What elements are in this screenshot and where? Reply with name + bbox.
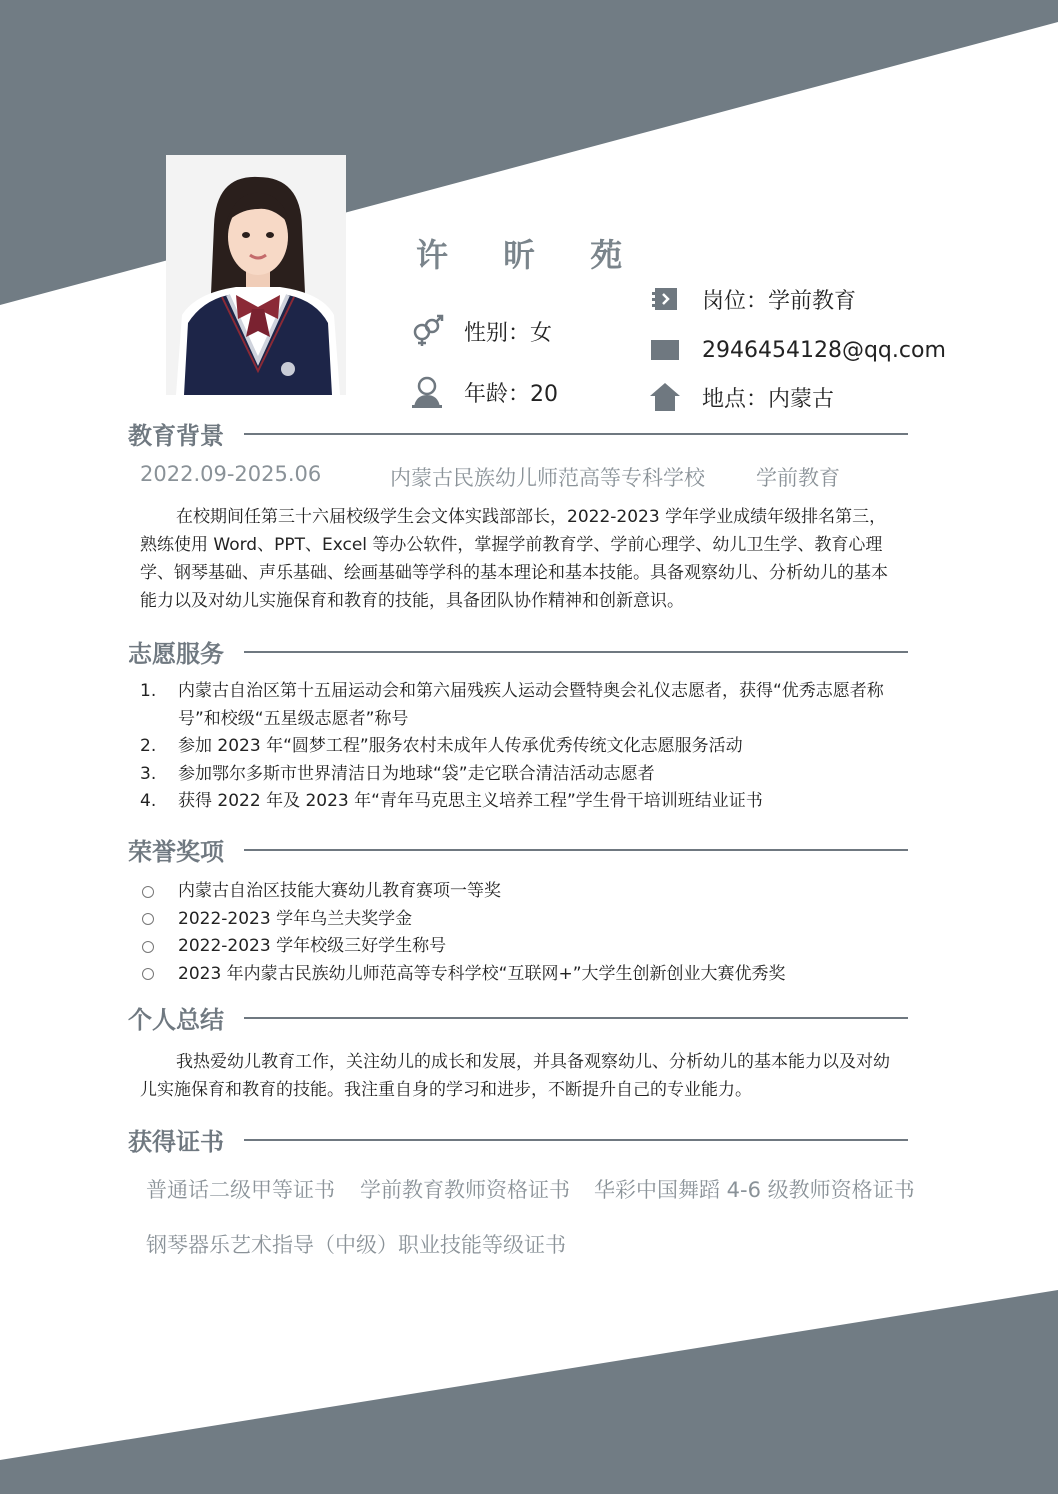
list-text: 2022-2023 学年校级三好学生称号	[178, 936, 447, 956]
certificate-item: 普通话二级甲等证书	[146, 1178, 335, 1202]
list-text: 参加 2023 年“圆梦工程”服务农村未成年人传承优秀传统文化志愿服务活动	[178, 736, 743, 756]
list-text: 参加鄂尔多斯市世界清洁日为地球“袋”走它联合清洁活动志愿者	[178, 763, 655, 784]
education-major: 学前教育	[756, 466, 840, 490]
certificates-section-title	[128, 1122, 908, 1157]
education-title-text: 教育背景	[128, 422, 224, 450]
location-text: 地点：内蒙古	[702, 386, 835, 412]
id-card-icon	[648, 282, 682, 316]
location-info	[648, 380, 834, 414]
summary-section-title	[128, 1000, 908, 1035]
certificate-item: 华彩中国舞蹈 4-6 级教师资格证书	[594, 1178, 915, 1202]
list-text: 2023 年内蒙古民族幼儿师范高等专科学校“互联网+”大学生创新创业大赛优秀奖	[178, 963, 786, 984]
summary-text: 我热爱幼儿教育工作，关注幼儿的成长和发展，并具备观察幼儿、分析幼儿的基本能力以及对幼儿实施保育和教育的技能。我注重自身的学习和进步，不断提升自己的专业能力。	[140, 1052, 890, 1100]
list-item	[140, 906, 910, 934]
circle-bullet-icon	[142, 968, 154, 980]
section-divider	[244, 1017, 908, 1019]
circle-bullet-icon	[142, 941, 154, 953]
education-period: 2022.09-2025.06	[140, 462, 322, 486]
honors-section-title	[128, 832, 908, 867]
position-info	[648, 282, 856, 316]
summary-title-text: 个人总结	[128, 1006, 224, 1034]
age-info	[410, 375, 558, 409]
list-item	[140, 678, 910, 733]
gender-info	[410, 314, 552, 348]
list-number: 1.	[140, 681, 157, 701]
honors-title-text: 荣誉奖项	[128, 838, 224, 866]
list-text: 2022-2023 学年乌兰夫奖学金	[178, 908, 413, 929]
age-text: 年龄：20	[464, 381, 558, 407]
profile-photo	[166, 155, 346, 395]
list-number: 2.	[140, 736, 157, 756]
list-text: 内蒙古自治区技能大赛幼儿教育赛项一等奖	[178, 881, 501, 901]
list-item	[140, 788, 910, 816]
certificate-item: 钢琴器乐艺术指导（中级）职业技能等级证书	[146, 1233, 566, 1257]
gender-icon	[410, 314, 444, 348]
list-text: 获得 2022 年及 2023 年“青年马克思主义培养工程”学生骨干培训班结业证书	[178, 791, 763, 811]
house-icon	[648, 380, 682, 414]
volunteer-title-text: 志愿服务	[128, 640, 224, 668]
list-number: 3.	[140, 763, 157, 784]
education-description: 在校期间任第三十六届校级学生会文体实践部部长，2022-2023 学年学业成绩年级排名第三，熟练使用 Word、PPT、Excel 等办公软件，掌握学前教育学、学前心理学、幼儿卫生学、教育心理学、钢琴基础、声乐基础、绘画基础等学科的基本理论和基本技能。具备观察幼儿、分析幼儿的基本能力以及对幼儿实施保育和教育的技能，具备团队协作精神和创新意识。	[140, 507, 888, 611]
circle-bullet-icon	[142, 886, 154, 898]
email-text: 2946454128@qq.com	[702, 337, 946, 363]
section-divider	[244, 849, 908, 851]
email-info	[648, 333, 946, 367]
list-item	[140, 933, 910, 961]
education-school: 内蒙古民族幼儿师范高等专科学校	[390, 466, 705, 490]
volunteer-list	[140, 678, 910, 816]
person-icon	[410, 375, 444, 409]
circle-bullet-icon	[142, 913, 154, 925]
honors-list	[140, 878, 910, 988]
section-divider	[244, 433, 908, 435]
education-section-title	[128, 416, 908, 451]
candidate-name: 许 昕 苑	[416, 236, 645, 274]
volunteer-section-title	[128, 634, 908, 669]
list-number: 4.	[140, 791, 157, 811]
list-item	[140, 878, 910, 906]
section-divider	[244, 651, 908, 653]
position-text: 岗位：学前教育	[702, 288, 857, 314]
list-text: 内蒙古自治区第十五届运动会和第六届残疾人运动会暨特奥会礼仪志愿者，获得“优秀志愿者称号”和校级“五星级志愿者”称号	[178, 681, 884, 729]
envelope-icon	[648, 333, 682, 367]
gender-text: 性别：女	[464, 320, 553, 346]
section-divider	[244, 1139, 908, 1141]
list-item	[140, 733, 910, 761]
certificates-title-text: 获得证书	[128, 1128, 224, 1156]
certificate-item: 学前教育教师资格证书	[360, 1178, 570, 1202]
list-item	[140, 761, 910, 789]
list-item	[140, 961, 910, 989]
